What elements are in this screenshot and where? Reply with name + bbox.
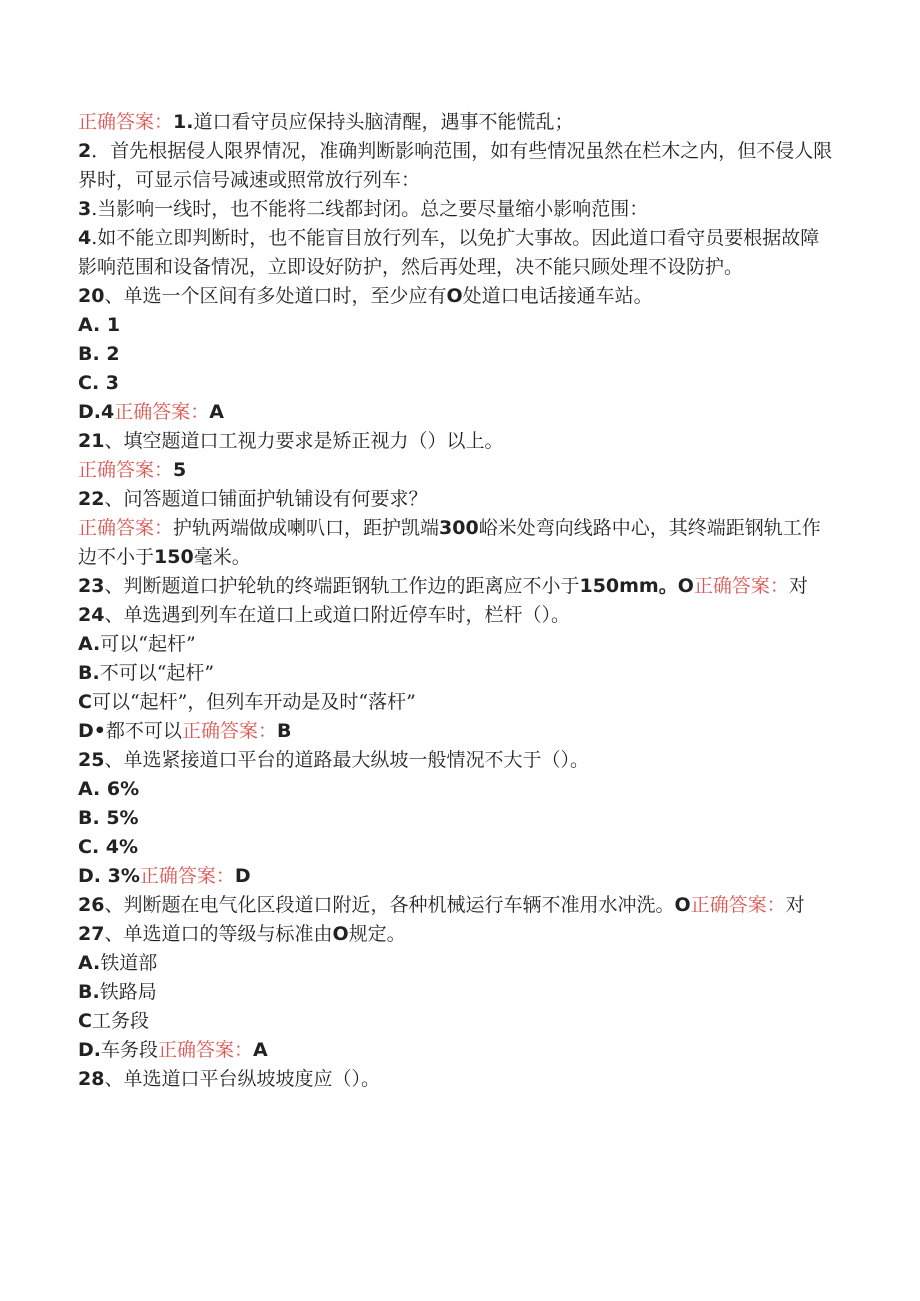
option-d [78,398,838,427]
question-25 [78,746,838,775]
option-c [78,1007,838,1036]
option-key: C [78,1010,92,1032]
answer-value: A [209,401,224,423]
option-text: 铁路局 [99,981,157,1003]
question-value: 150mm。O [579,575,694,597]
option-text: D.4 [78,401,115,423]
option-b [78,659,838,688]
option-text: 不可以“起杆” [99,662,215,684]
question-24 [78,601,838,630]
blank-marker: O [674,894,691,916]
question-number: 22 [78,488,105,510]
option-text: 车务段 [101,1039,159,1061]
option-d [78,1036,838,1065]
question-number: 27 [78,923,105,945]
answer-value: 对 [788,575,808,597]
answer-label: 正确答案： [158,1039,254,1061]
option-text: 可以“起杆”，但列车开动是及时“落杆” [91,691,416,713]
question-number: 25 [78,749,105,771]
answer-value: D [234,865,251,887]
question-text: 、单选紧接道口平台的道路最大纵坡一般情况不大于（）。 [104,749,589,771]
question-26 [78,891,838,920]
option-key: D. [78,1039,101,1061]
answer-value: A [253,1039,268,1061]
option-b: B. 2 [78,343,120,365]
question-text: 处道口电话接通车站。 [462,285,653,307]
point-text: .如不能立即判断时，也不能盲目放行列车，以免扩大事故。因此道口看守员要根据故障影响范围和设备情况，立即设好防护，然后再处理，决不能只顾处理不设防护。 [78,227,820,278]
point-number: 4 [78,227,92,249]
answer-number: 300 [439,517,479,539]
blank-marker: O [446,285,463,307]
option-d [78,717,838,746]
answer-line [78,108,838,137]
question-number: 28 [78,1068,105,1090]
option-c: C. 3 [78,372,119,394]
point-text: ．首先根据侵人限界情况，准确判断影响范围，如有些情况虽然在栏木之内，但不侵人限界时，可显示信号减速或照常放行列车： [78,140,833,191]
answer-text: 护轨两端做成喇叭口，距护凯端 [173,517,440,539]
point-number: 1. [173,111,194,133]
point-text: 道口看守员应保持头脑清醒，遇事不能慌乱； [193,111,574,133]
answer-label: 正确答案： [139,865,235,887]
question-28 [78,1065,838,1094]
question-text: 、单选遇到列车在道口上或道口附近停车时，栏杆（）。 [104,604,570,626]
option-key: A. [78,633,101,655]
answer-line [78,514,838,572]
question-number: 21 [78,430,105,452]
option-key: B. [78,981,100,1003]
question-20 [78,282,838,311]
option-d [78,862,838,891]
point-text: .当影响一线时，也不能将二线都封闭。总之要尽量缩小影响范围： [91,198,649,220]
question-number: 26 [78,894,105,916]
option-a: A. 1 [78,314,121,336]
answer-number: 150 [154,546,194,568]
point-number: 2 [78,140,92,162]
question-number: 20 [78,285,105,307]
option-a [78,630,838,659]
answer-value: 对 [785,894,805,916]
blank-marker: O [332,923,349,945]
option-text: D. 3% [78,865,140,887]
answer-point [78,224,838,282]
answer-text: 毫米。 [193,546,251,568]
question-27 [78,920,838,949]
answer-value: 5 [173,459,187,481]
answer-label: 正确答案： [690,894,786,916]
answer-value: B [276,720,292,742]
question-22 [78,485,838,514]
answer-label: 正确答案： [181,720,277,742]
question-number: 24 [78,604,105,626]
question-text: 、单选道口的等级与标准由 [104,923,333,945]
option-text: 铁道部 [100,952,158,974]
option-key: B. [78,662,100,684]
option-b: B. 5% [78,807,139,829]
option-key: A. [78,952,101,974]
answer-label: 正确答案： [114,401,210,423]
question-number: 23 [78,575,105,597]
answer-line [78,456,838,485]
question-text: 、单选道口平台纵坡坡度应（）。 [104,1068,380,1090]
answer-label: 正确答案： [693,575,789,597]
option-b [78,978,838,1007]
answer-label: 正确答案： [78,459,174,481]
answer-label: 正确答案： [78,517,174,539]
question-21 [78,427,838,456]
option-c: C. 4% [78,836,139,858]
option-text: 都不可以 [105,720,182,742]
option-key: C [78,691,92,713]
question-text: 、填空题道口工视力要求是矫正视力（）以上。 [104,430,504,452]
option-a [78,949,838,978]
option-c [78,688,838,717]
answer-text: 峪米处弯向线路中心，其终端距钢轨工作边不小于 [78,517,821,568]
option-key: D• [78,720,106,742]
option-text: 工务段 [91,1010,149,1032]
answer-point [78,195,838,224]
question-text: 、问答题道口铺面护轨铺设有何要求？ [104,488,428,510]
question-text: 、判断题道口护轮轨的终端距钢轨工作边的距离应不小于 [104,575,580,597]
option-a: A. 6% [78,778,140,800]
answer-point [78,137,838,195]
point-number: 3 [78,198,92,220]
question-text: 、单选一个区间有多处道口时，至少应有 [104,285,447,307]
document-page [78,108,838,1094]
question-23 [78,572,838,601]
answer-label: 正确答案： [78,111,174,133]
question-text: 规定。 [348,923,406,945]
question-text: 、判断题在电气化区段道口附近，各种机械运行车辆不准用水冲洗。 [104,894,675,916]
option-text: 可以“起杆” [100,633,196,655]
